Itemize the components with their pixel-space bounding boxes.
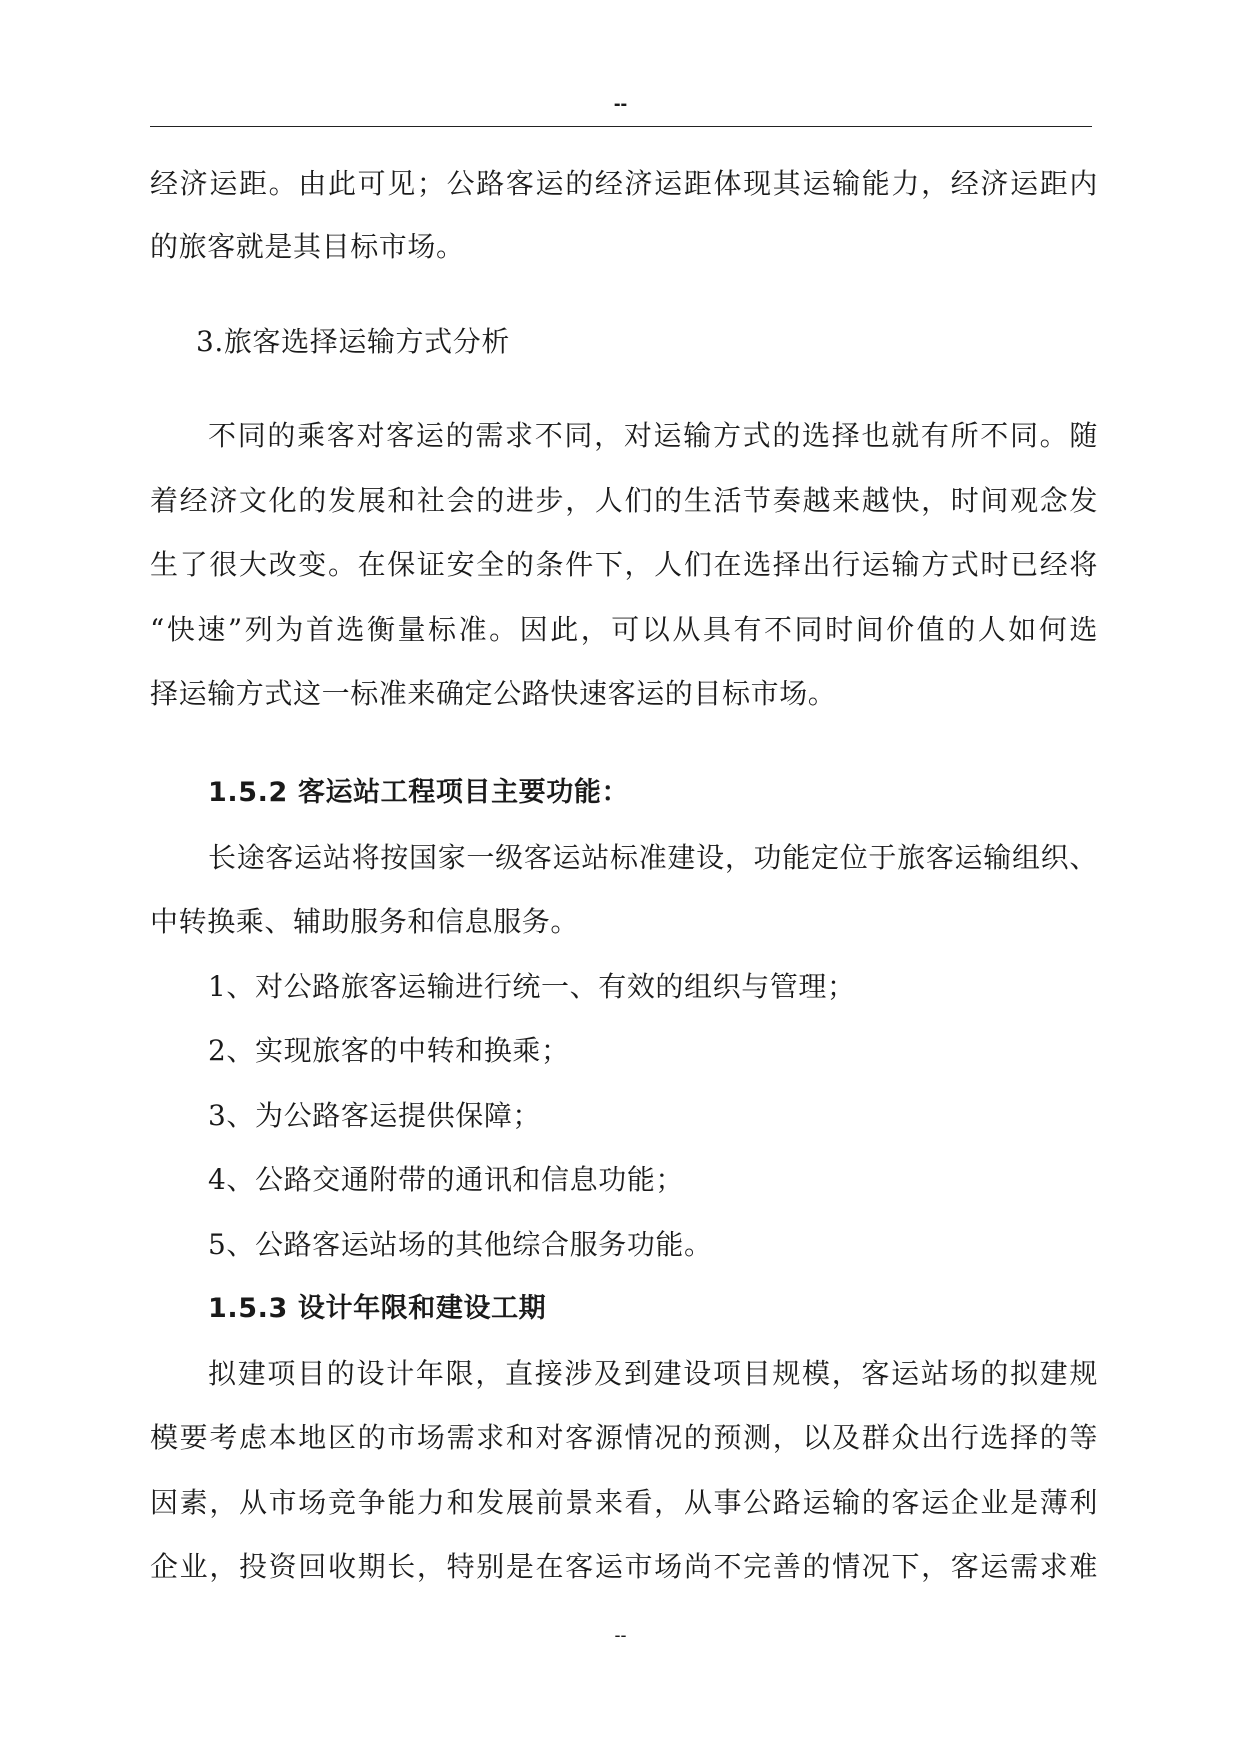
page-header-mark: -- xyxy=(613,93,628,115)
paragraph-line: 经济运距。由此可见；公路客运的经济运距体现其运输能力，经济运距内 xyxy=(150,167,1098,200)
paragraph-line: 中转换乘、辅助服务和信息服务。 xyxy=(150,905,580,938)
paragraph-line: 的旅客就是其目标市场。 xyxy=(150,230,465,263)
paragraph-line: 因素，从市场竞争能力和发展前景来看，从事公路运输的客运企业是薄利 xyxy=(150,1486,1098,1519)
list-item: 1、对公路旅客运输进行统一、有效的组织与管理； xyxy=(208,970,856,1003)
page-footer-mark: -- xyxy=(614,1625,627,1645)
subsection-heading: 1.5.2 客运站工程项目主要功能： xyxy=(208,777,630,808)
paragraph-line: 生了很大改变。在保证安全的条件下，人们在选择出行运输方式时已经将 xyxy=(150,548,1098,581)
paragraph-line: 不同的乘客对客运的需求不同，对运输方式的选择也就有所不同。随 xyxy=(208,419,1098,452)
list-item: 5、公路客运站场的其他综合服务功能。 xyxy=(208,1228,713,1261)
paragraph-line: “快速”列为首选衡量标准。因此，可以从具有不同时间价值的人如何选 xyxy=(150,613,1098,646)
paragraph-line: 拟建项目的设计年限，直接涉及到建设项目规模，客运站场的拟建规 xyxy=(208,1357,1098,1390)
paragraph-line: 着经济文化的发展和社会的进步，人们的生活节奏越来越快，时间观念发 xyxy=(150,484,1098,517)
section-heading: 3.旅客选择运输方式分析 xyxy=(196,325,510,358)
subsection-heading: 1.5.3 设计年限和建设工期 xyxy=(208,1293,547,1324)
paragraph-line: 长途客运站将按国家一级客运站标准建设，功能定位于旅客运输组织、 xyxy=(208,841,1098,874)
list-item: 4、公路交通附带的通讯和信息功能； xyxy=(208,1163,685,1196)
list-item: 2、实现旅客的中转和换乘； xyxy=(208,1034,570,1067)
list-item: 3、为公路客运提供保障； xyxy=(208,1099,542,1132)
paragraph-line: 企业，投资回收期长，特别是在客运市场尚不完善的情况下，客运需求难 xyxy=(150,1550,1098,1583)
header-rule xyxy=(150,126,1092,127)
paragraph-line: 模要考虑本地区的市场需求和对客源情况的预测，以及群众出行选择的等 xyxy=(150,1421,1098,1454)
paragraph-line: 择运输方式这一标准来确定公路快速客运的目标市场。 xyxy=(150,677,837,710)
